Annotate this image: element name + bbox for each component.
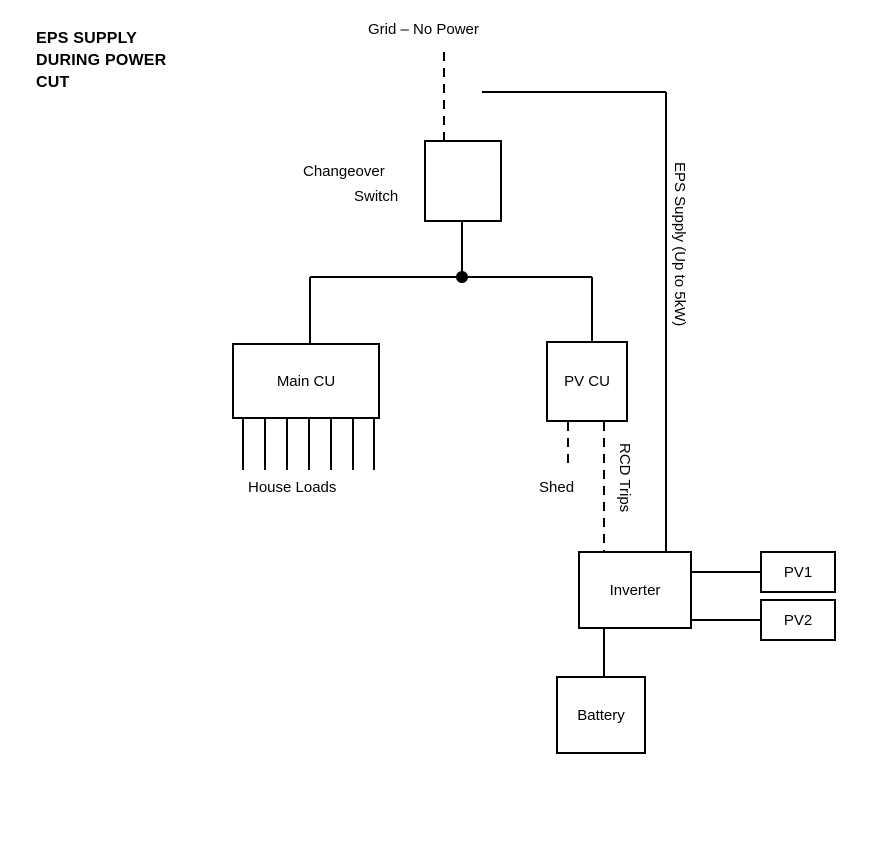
changeover-switch-label-line-2: Switch xyxy=(354,188,399,205)
main-cu-box[interactable] xyxy=(232,343,380,419)
diagram-title-line-1: EPS SUPPLY xyxy=(36,30,138,47)
house-loads-label: House Loads xyxy=(248,479,337,496)
battery-box[interactable] xyxy=(556,676,646,754)
pv2-label: PV2 xyxy=(783,611,813,629)
battery-label: Battery xyxy=(577,706,625,724)
shed-label: Shed xyxy=(539,479,575,496)
main-cu-label: Main CU xyxy=(276,372,336,390)
rcd-trips-label: RCD Trips xyxy=(616,443,633,513)
pv1-box[interactable] xyxy=(760,551,836,593)
changeover-switch-box[interactable] xyxy=(424,140,502,222)
pv1-label: PV1 xyxy=(783,563,813,581)
inverter-box[interactable] xyxy=(578,551,692,629)
inverter-label: Inverter xyxy=(609,581,661,599)
pv2-box[interactable] xyxy=(760,599,836,641)
grid-label: Grid – No Power xyxy=(368,21,479,38)
diagram-title-line-3: CUT xyxy=(36,74,70,91)
diagram-title-line-2: DURING POWER xyxy=(36,52,167,69)
eps-supply-label: EPS Supply (Up to 5kW) xyxy=(671,162,688,327)
pv-cu-box[interactable] xyxy=(546,341,628,422)
pv-cu-label: PV CU xyxy=(564,373,610,390)
changeover-switch-label-line-1: Changeover xyxy=(303,163,385,180)
